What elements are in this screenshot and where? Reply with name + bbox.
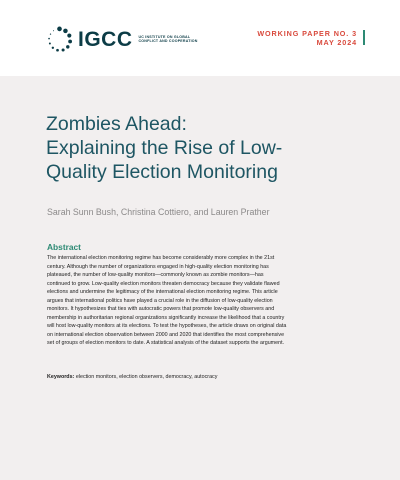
paper-series: WORKING PAPER NO. 3 [257,29,357,38]
paper-series-info [257,29,357,47]
abstract-line: continued to grow. Low-quality election monitors threaten democracy because they validate flawed [47,280,280,287]
igcc-logo [46,24,199,54]
abstract-body [47,254,367,348]
logo-subtitle-line: CONFLICT AND COOPERATION [138,39,198,43]
abstract-line: The international election monitoring regime has become considerably more complex in the 21st [47,255,275,261]
abstract-line: set of groups of election monitors to date. A statistical analysis of the dataset supports the argument. [47,340,285,347]
igcc-circular-logo-icon [46,26,73,53]
title-line: Quality Election Monitoring [46,161,278,183]
abstract-line: plateaued, the number of low-quality monitors—commonly known as zombie monitors—has [47,272,264,279]
keywords-label: Keywords: [47,374,75,380]
keywords-text: election monitors, election observers, democracy, autocracy [74,374,218,380]
abstract-line: on international election observation between 2000 and 2020 that identifies the most comprehensive [47,331,285,338]
authors: Sarah Sunn Bush, Christina Cottiero, and Lauren Prather [47,207,270,217]
paper-title [46,112,366,184]
abstract-line: century. Although the number of organizations engaged in high-quality election monitoring has [47,263,269,270]
abstract-line: elections and undermine the legitimacy of the international election monitoring regime. This article [47,289,278,296]
abstract-line: monitors. It hypothesizes that ties with autocratic powers that promote low-quality observers and [47,306,275,313]
title-line: Zombies Ahead: [46,113,187,135]
abstract-line: argues that international politics have played a crucial role in the diffusion of low-quality election [47,297,273,304]
keywords [47,374,217,380]
abstract-line: membership in authoritarian regional organizations significantly increase the likelihood that a country [47,314,285,321]
abstract-line: will host low-quality monitors at its elections. To test the hypotheses, the article draws on original data [47,323,287,330]
logo-subtitle-line: UC INSTITUTE ON GLOBAL [138,34,191,39]
abstract-heading: Abstract [47,242,81,252]
logo-wordmark: IGCC [78,27,133,51]
logo-subtitle [139,35,199,44]
header [0,0,400,76]
accent-bar [363,30,366,45]
title-line: Explaining the Rise of Low- [46,137,283,159]
paper-date: MAY 2024 [316,38,357,47]
